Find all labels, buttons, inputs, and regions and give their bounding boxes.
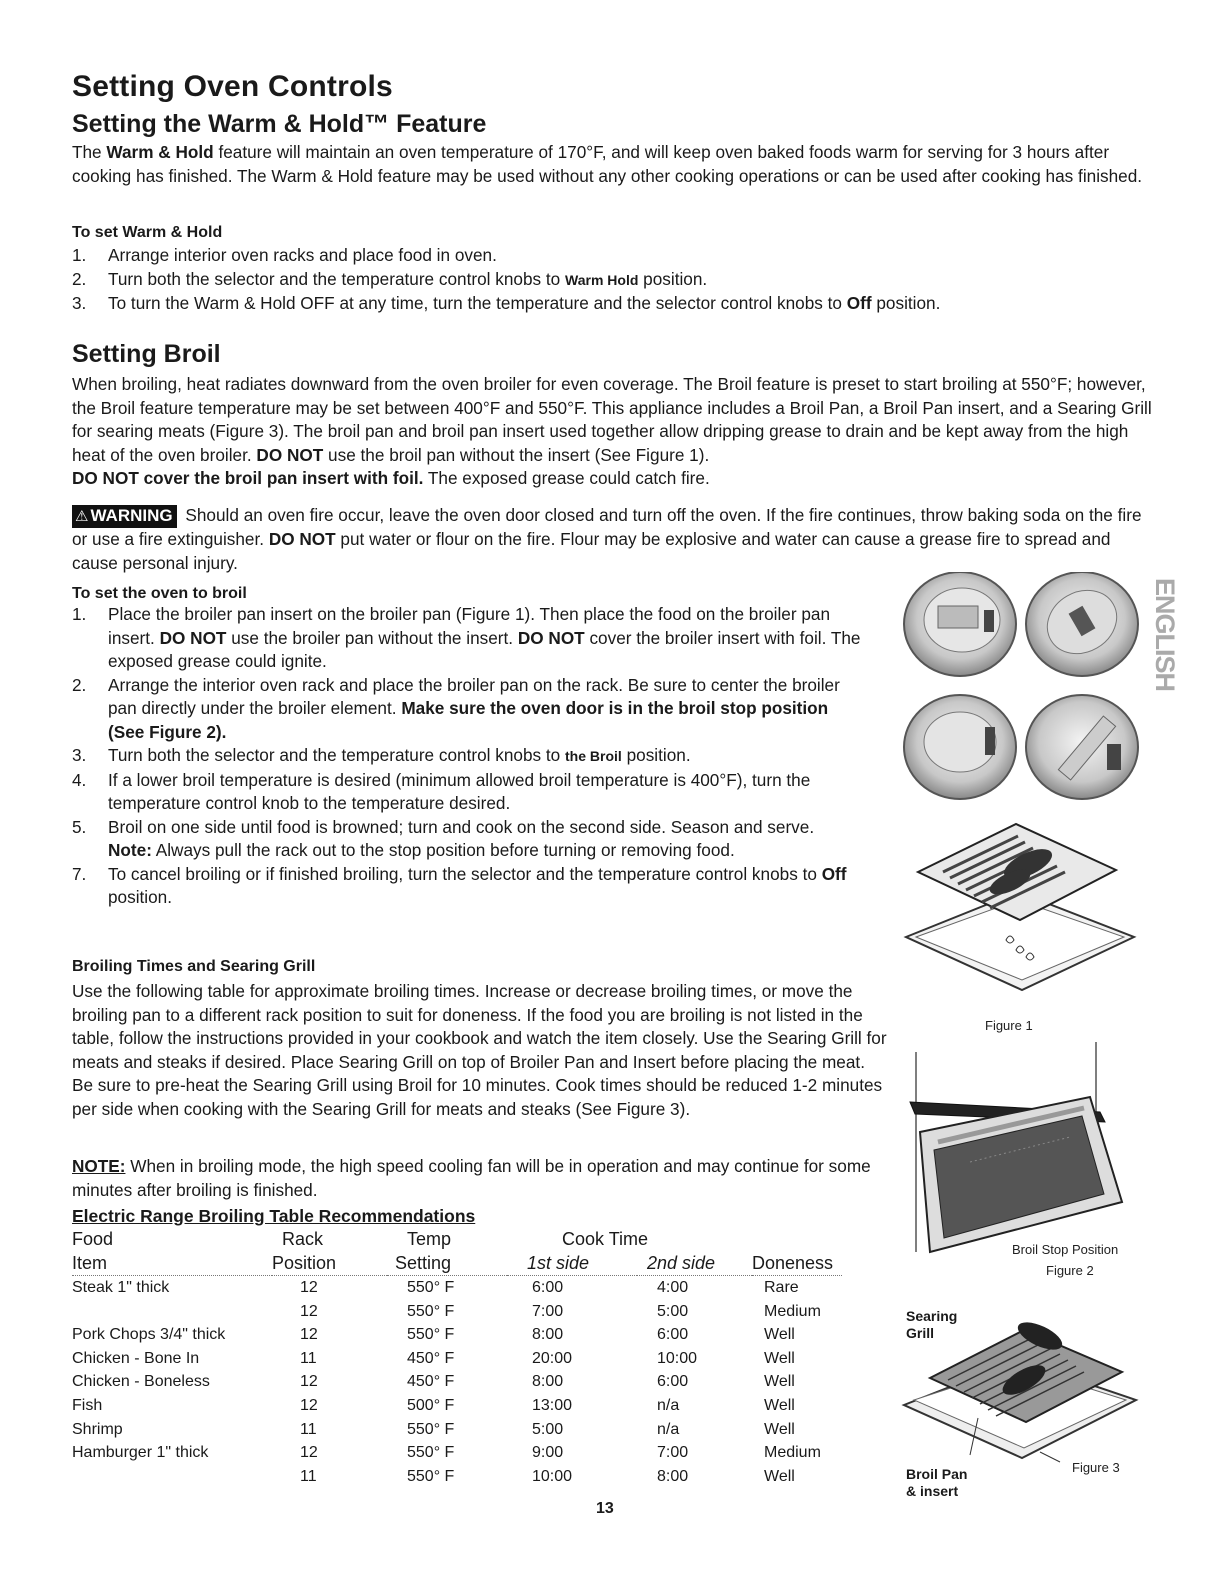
knob-icon: [1026, 572, 1138, 676]
table-cell: Pork Chops 3/4" thick: [72, 1326, 226, 1344]
broiling-times-subheading: Broiling Times and Searing Grill: [72, 958, 316, 975]
table-cell: 4:00: [657, 1279, 689, 1296]
table-cell: Chicken - Boneless: [72, 1373, 210, 1391]
table-cell: 7:00: [657, 1444, 689, 1462]
note-paragraph: NOTE: When in broiling mode, the high speed cooling fan will be in operation and may continue for some minutes after broiling is finished.: [72, 1156, 871, 1200]
knob-icon: [904, 572, 1016, 676]
table-cell: 550° F: [407, 1444, 455, 1462]
table-cell: 6:00: [657, 1373, 689, 1391]
table-cell: 11: [300, 1467, 317, 1485]
list-item: 2. Turn both the selector and the temperature control knobs to Warm Hold position.: [72, 268, 708, 289]
table-cell: 6:00: [532, 1279, 564, 1296]
table-cell: 12: [300, 1326, 318, 1344]
table-cell: n/a: [657, 1420, 680, 1438]
figure-3-caption: Figure 3: [1072, 1460, 1120, 1475]
table-cell: Well: [764, 1420, 795, 1438]
table-cell: 10:00: [532, 1467, 573, 1485]
table-cell: 5:00: [532, 1420, 564, 1438]
broil-intro: When broiling, heat radiates downward from the oven broiler for even coverage. The Broil feature is preset to start broiling at 550°F; however, the Broil feature temperature may be set between 400°F and 550°F. This appliance includes a Broil Pan, a Broil Pan insert, and a Searing Grill for searing meats (Figure 3). The broil pan and broil pan insert used together allow dripping grease to drain and be kept away from the high heat of the oven broiler. DO NOT use the broil pan without the insert (See Figure 1). DO NOT cover the broil pan insert with foil. The exposed grease could catch fire.: [72, 374, 1152, 488]
page-number: 13: [596, 1500, 614, 1517]
language-side-tab: ENGLISH: [1150, 578, 1180, 692]
table-cell: 550° F: [407, 1279, 455, 1296]
list-item: 2. Arrange the interior oven rack and place the broiler pan on the rack. Be sure to center the broiler pan directly under the broiler element. Make sure the oven door is in the broil stop position (See Figure 2).: [72, 674, 840, 742]
table-cell: 12: [300, 1279, 318, 1296]
figure-2-caption-line-1: Broil Stop Position: [1012, 1242, 1119, 1257]
table-cell: Shrimp: [72, 1420, 123, 1438]
figure-1-caption: Figure 1: [985, 1018, 1033, 1033]
table-cell: Well: [764, 1349, 795, 1367]
table-cell: 11: [300, 1349, 317, 1367]
knobs-illustration: [902, 572, 1152, 812]
table-row: [72, 1418, 842, 1442]
figure-2-caption-line-2: Figure 2: [1046, 1263, 1094, 1278]
oven-door-illustration: [900, 1042, 1130, 1262]
table-cell: 12: [300, 1302, 318, 1320]
table-cell: Medium: [764, 1302, 821, 1320]
table-cell: n/a: [657, 1396, 680, 1414]
table-cell: 12: [300, 1444, 318, 1462]
warning-paragraph: ⚠ WARNING Should an oven fire occur, leave the oven door closed and turn off the oven. If the fire continues, throw baking soda on the fire or use a fire extinguisher. DO NOT put water or flour on the fire. Flour may be explosive and water can cause a grease fire to spread and cause personal injury.: [72, 505, 1142, 573]
table-title: Electric Range Broiling Table Recommendations: [72, 1206, 476, 1226]
table-cell: 550° F: [407, 1467, 455, 1485]
table-cell: Rare: [764, 1279, 799, 1296]
table-cell: 13:00: [532, 1396, 573, 1414]
list-item: 7. To cancel broiling or if finished broiling, turn the selector and the temperature control knobs to Off position.: [72, 863, 847, 907]
table-row: [72, 1465, 842, 1489]
table-row: [72, 1370, 842, 1394]
list-item: 1. Arrange interior oven racks and place food in oven.: [72, 245, 497, 265]
table-cell: Well: [764, 1373, 795, 1391]
table-cell: 450° F: [407, 1373, 455, 1391]
table-cell: 8:00: [657, 1467, 689, 1485]
table-cell: Chicken - Bone In: [72, 1349, 200, 1367]
table-cell: 9:00: [532, 1444, 564, 1462]
table-row: [72, 1394, 842, 1418]
table-cell: Steak 1" thick: [72, 1279, 170, 1296]
broil-pan-illustration: [898, 812, 1142, 1002]
table-row: [72, 1347, 842, 1371]
list-item: 3. Turn both the selector and the temperature control knobs to the Broil position.: [72, 745, 691, 765]
table-cell: 450° F: [407, 1349, 455, 1367]
warm-hold-steps: [72, 244, 1162, 316]
warning-badge: ⚠ WARNING: [72, 505, 177, 528]
broil-subheading: To set the oven to broil: [72, 585, 247, 602]
broil-steps: [72, 603, 862, 910]
table-cell: 6:00: [657, 1326, 689, 1344]
table-header-row: Food Rack Temp Cook Time: [72, 1229, 649, 1249]
broiling-table: [72, 1228, 842, 1488]
warm-hold-intro: The Warm & Hold feature will maintain an oven temperature of 170°F, and will keep oven baked foods warm for serving for 3 hours after cooking has finished. The Warm & Hold feature may be used without any other cooking operations or can be used after cooking has finished.: [72, 142, 1143, 186]
table-cell: Well: [764, 1396, 795, 1414]
warm-hold-heading: Setting the Warm & Hold™ Feature: [72, 110, 487, 138]
table-cell: Hamburger 1" thick: [72, 1444, 209, 1462]
table-cell: Well: [764, 1467, 795, 1485]
table-cell: 550° F: [407, 1302, 455, 1320]
table-cell: 7:00: [532, 1302, 564, 1320]
warm-hold-subheading: To set Warm & Hold: [72, 224, 223, 241]
table-cell: 8:00: [532, 1373, 564, 1391]
table-cell: 8:00: [532, 1326, 564, 1344]
table-cell: 12: [300, 1373, 318, 1391]
table-cell: 10:00: [657, 1349, 698, 1367]
table-cell: 5:00: [657, 1302, 689, 1320]
table-cell: Fish: [72, 1396, 103, 1414]
searing-grill-label: Searing Grill: [906, 1308, 958, 1341]
table-cell: [72, 1465, 272, 1489]
table-cell: 11: [300, 1420, 317, 1438]
broil-pan-label: Broil Pan & insert: [906, 1466, 968, 1499]
warning-triangle-icon: ⚠: [75, 508, 89, 525]
table-cell: Well: [764, 1326, 795, 1344]
table-cell: Medium: [764, 1444, 821, 1462]
table-cell: 20:00: [532, 1349, 573, 1367]
knob-icon: [1026, 695, 1138, 799]
table-cell: 12: [300, 1396, 318, 1414]
table-row: [72, 1441, 842, 1465]
table-row: [72, 1323, 842, 1347]
table-header-row: Item Position Setting 1st side 2nd side Doneness: [72, 1252, 842, 1276]
broiling-times-text: Use the following table for approximate broiling times. Increase or decrease broiling times, or move the broiling pan to a different rack position to suit for doneness. If the food you are broiling is not listed in the table, follow the instructions provided in your cookbook and watch the item closely. Use the Searing Grill for meats and steaks if desired. Place Searing Grill on top of Broiler Pan and Insert before placing the meat. Be sure to pre-heat the Searing Grill using Broil for 10 minutes. Cook times should be reduced 1-2 minutes per side when cooking with the Searing Grill for meats and steaks (See Figure 3).: [72, 981, 887, 1119]
table-cell: 550° F: [407, 1420, 455, 1438]
list-item: 3. To turn the Warm & Hold OFF at any time, turn the temperature and the selector control knobs to Off position.: [72, 293, 941, 313]
table-body: [72, 1276, 842, 1489]
page-title: Setting Oven Controls: [72, 70, 393, 103]
knob-icon: [904, 695, 1016, 799]
table-cell: 500° F: [407, 1396, 455, 1414]
table-row: [72, 1300, 842, 1324]
list-item: 4. If a lower broil temperature is desired (minimum allowed broil temperature is 400°F), turn the temperature control knob to the temperature desired.: [72, 769, 811, 813]
table-row: [72, 1276, 842, 1300]
table-cell: [72, 1300, 272, 1324]
list-item: 1. Place the broiler pan insert on the broiler pan (Figure 1). Then place the food on the broiler pan insert. DO NOT use the broiler pan without the insert. DO NOT cover the broiler insert with foil. The exposed grease could ignite.: [72, 604, 861, 671]
list-item: 5. Broil on one side until food is browned; turn and cook on the second side. Season and serve. Note: Always pull the rack out to the stop position before turning or removing food.: [72, 816, 815, 860]
broil-heading: Setting Broil: [72, 340, 221, 368]
table-cell: 550° F: [407, 1326, 455, 1344]
